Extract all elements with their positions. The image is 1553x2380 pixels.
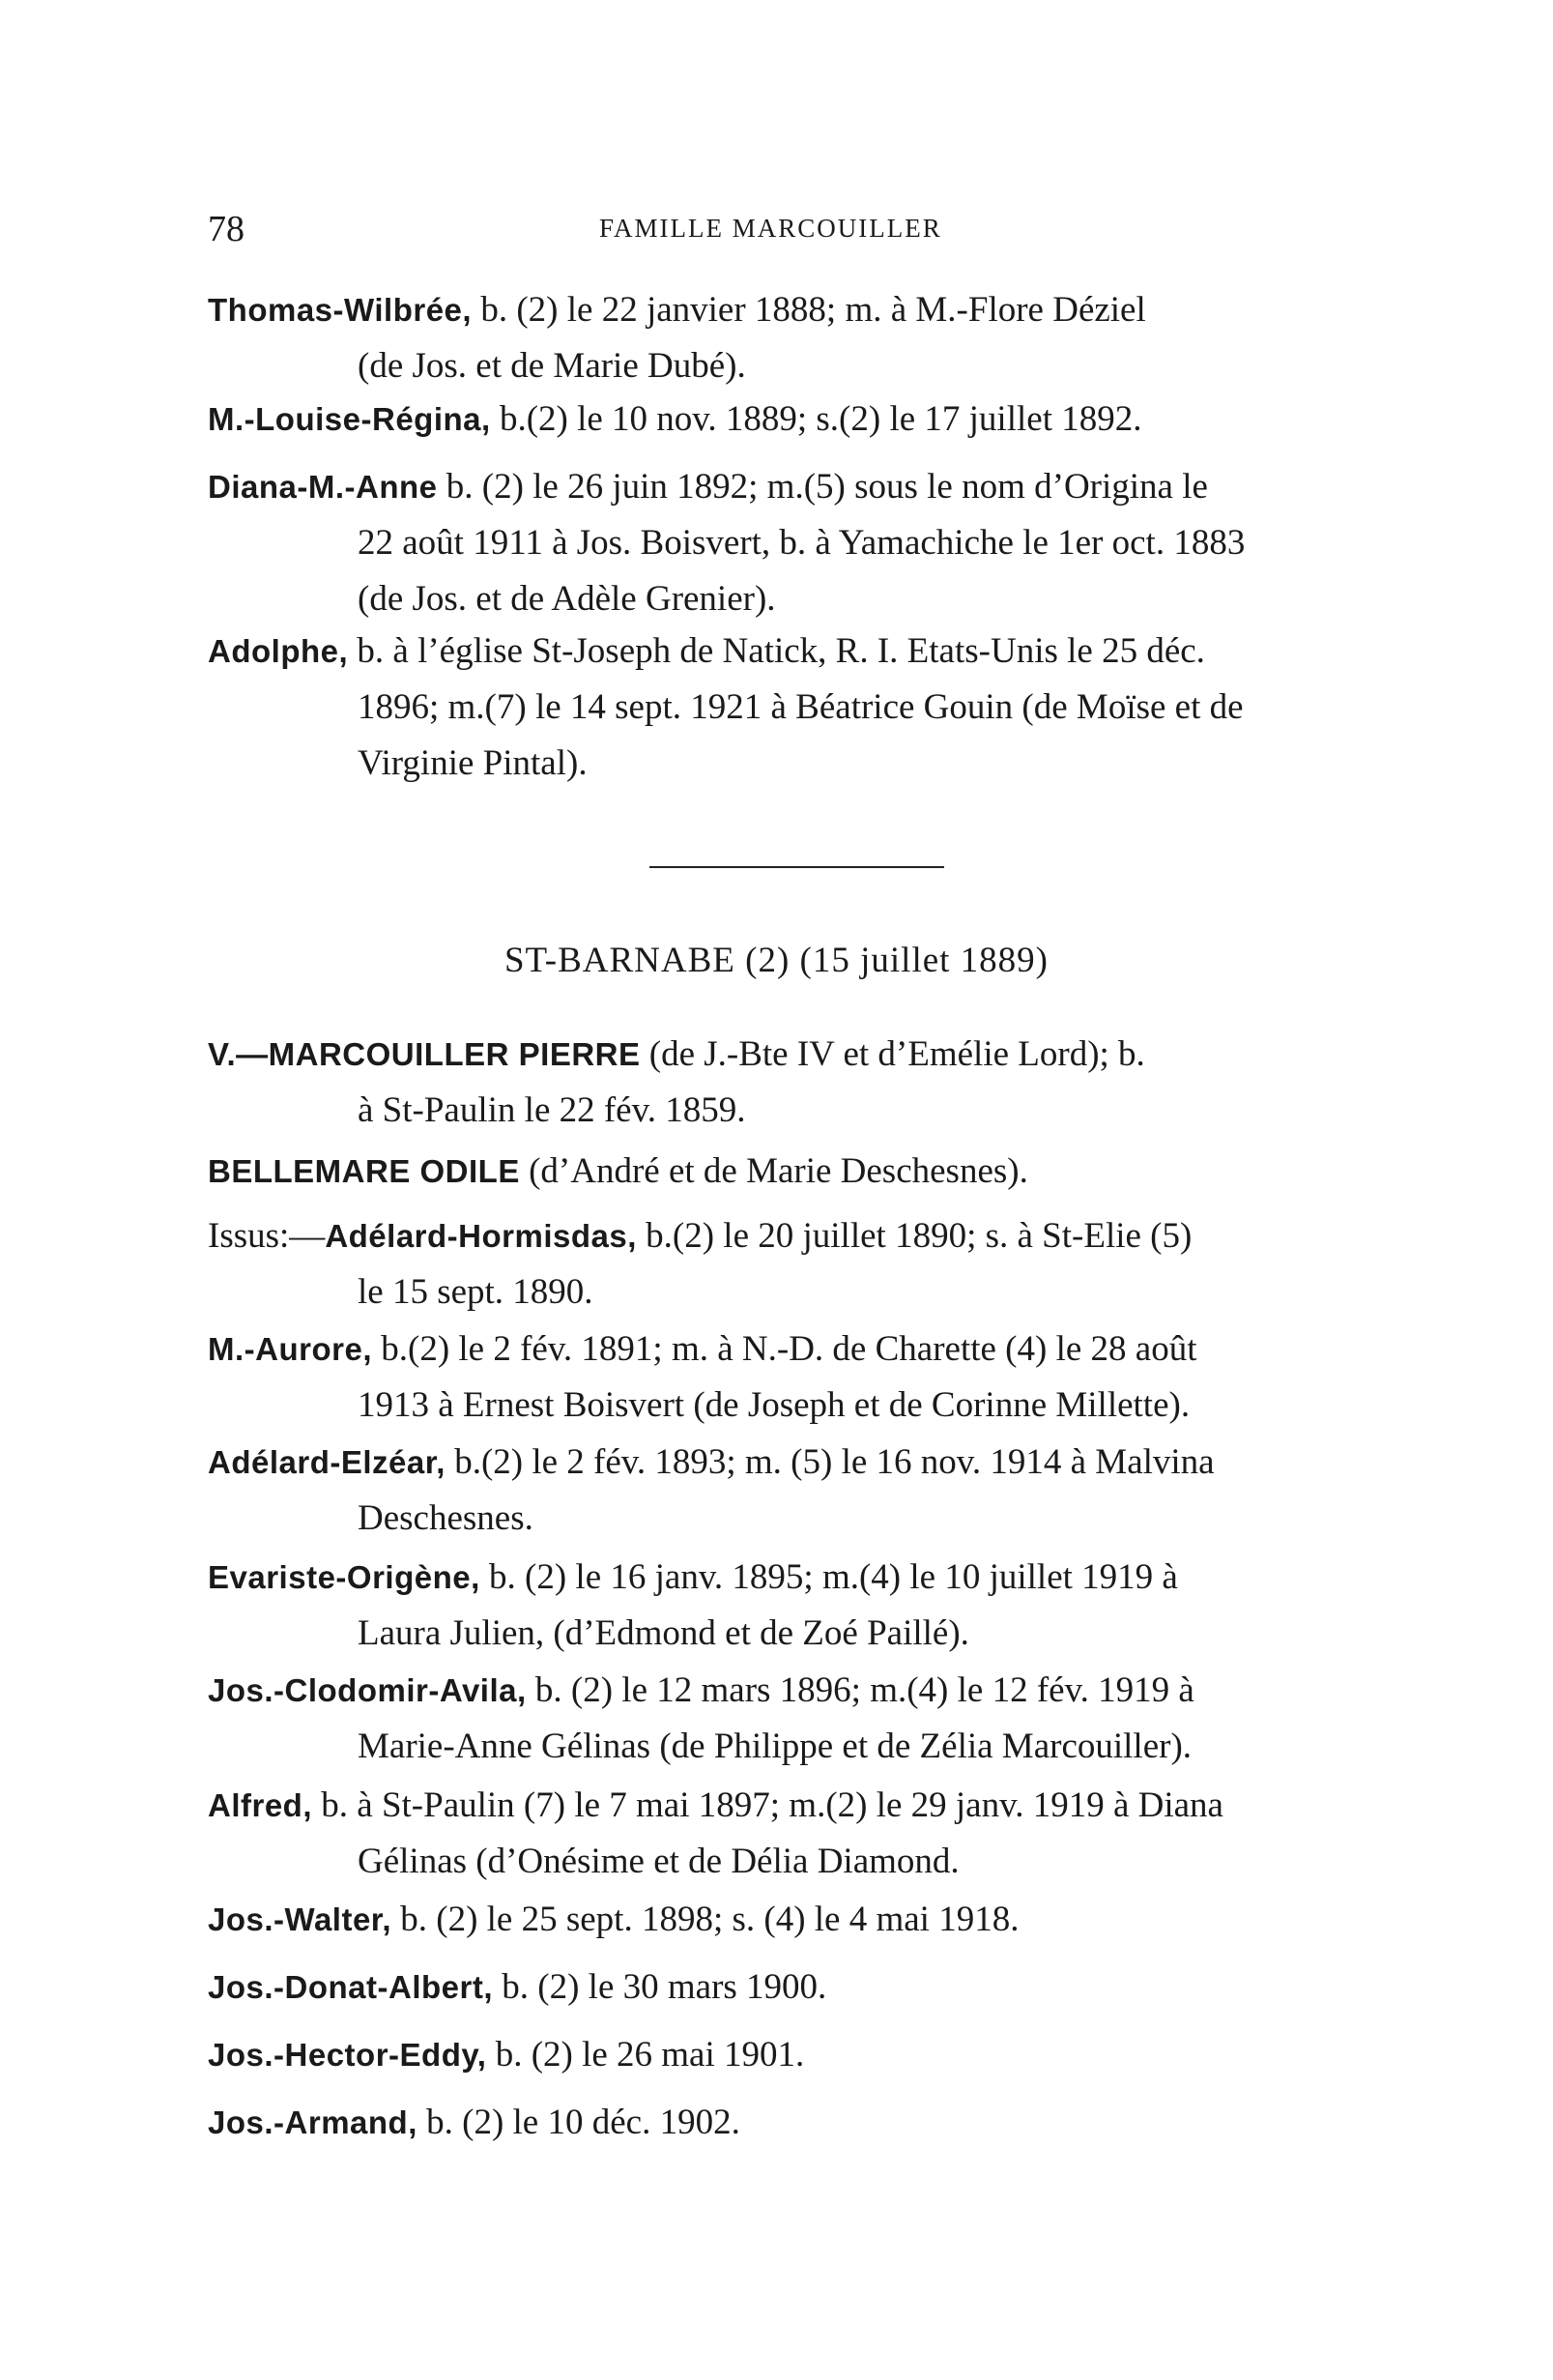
family-spouse: [208, 1144, 1387, 1200]
child-text: b. (2) le 12 mars 1896; m.(4) le 12 fév. 1919 à: [526, 1670, 1194, 1710]
page-number: 78: [208, 209, 244, 249]
child-text: Laura Julien, (d’Edmond et de Zoé Paillé).: [358, 1613, 969, 1653]
child-name: Jos.-Walter,: [208, 1901, 391, 1937]
entry-text: 22 août 1911 à Jos. Boisvert, b. à Yamachiche le 1er oct. 1883: [358, 523, 1246, 563]
entry-text: b. (2) le 26 juin 1892; m.(5) sous le nom d’Origina le: [437, 467, 1208, 507]
entry-text: b. à l’église St-Joseph de Natick, R. I. Etats-Unis le 25 déc.: [348, 631, 1205, 671]
child-name: Adélard-Elzéar,: [208, 1444, 446, 1480]
child-text: b. (2) le 25 sept. 1898; s. (4) le 4 mai 1918.: [391, 1900, 1020, 1939]
page-header: [208, 208, 1367, 256]
child-name: Jos.-Armand,: [208, 2104, 417, 2140]
child-entry: [208, 1959, 1387, 2016]
child-entry: [208, 1208, 1387, 1321]
head-prefix: V.—: [208, 1036, 269, 1072]
child-text: b.(2) le 2 fév. 1893; m. (5) le 16 nov. 1914 à Malvina: [445, 1442, 1215, 1482]
child-text: b.(2) le 2 fév. 1891; m. à N.-D. de Charette (4) le 28 août: [372, 1329, 1197, 1369]
child-name: M.-Aurore,: [208, 1331, 372, 1367]
head-text: (de J.-Bte IV et d’Emélie Lord); b.: [640, 1034, 1145, 1074]
child-name: Jos.-Clodomir-Avila,: [208, 1672, 527, 1708]
child-name: Alfred,: [208, 1787, 313, 1823]
head-name: MARCOUILLER PIERRE: [268, 1036, 641, 1072]
entry-text: (de Jos. et de Adèle Grenier).: [358, 579, 776, 619]
child-text: b. (2) le 26 mai 1901.: [486, 2035, 805, 2075]
spouse-name: BELLEMARE ODILE: [208, 1153, 520, 1189]
child-text: Gélinas (d’Onésime et de Délia Diamond.: [358, 1842, 960, 1881]
issus-label: Issus:—: [208, 1216, 326, 1256]
child-entry: [208, 1892, 1387, 1948]
entry-louise-regina: [208, 392, 1387, 448]
spouse-text: (d’André et de Marie Deschesnes).: [519, 1151, 1028, 1191]
child-entry: [208, 1550, 1387, 1662]
child-text: Deschesnes.: [358, 1498, 533, 1538]
child-text: b. (2) le 10 déc. 1902.: [417, 2103, 740, 2142]
entry-text: b.(2) le 10 nov. 1889; s.(2) le 17 juillet 1892.: [490, 399, 1142, 439]
section-divider: [649, 866, 944, 868]
entry-thomas-wilbree: [208, 282, 1387, 394]
entry-text: 1896; m.(7) le 14 sept. 1921 à Béatrice Gouin (de Moïse et de: [358, 687, 1244, 727]
child-text: 1913 à Ernest Boisvert (de Joseph et de Corinne Millette).: [358, 1385, 1191, 1425]
entry-text: (de Jos. et de Marie Dubé).: [358, 346, 746, 386]
child-entry: [208, 1321, 1387, 1434]
child-entry: [208, 1663, 1387, 1775]
child-text: le 15 sept. 1890.: [358, 1272, 593, 1312]
child-text: b. (2) le 30 mars 1900.: [493, 1967, 827, 2007]
entry-text: b. (2) le 22 janvier 1888; m. à M.-Flore Déziel: [472, 290, 1146, 330]
family-head: [208, 1027, 1387, 1139]
child-entry: [208, 1435, 1387, 1547]
entry-name: Adolphe,: [208, 633, 349, 669]
child-name: Evariste-Origène,: [208, 1559, 480, 1595]
entry-diana-anne: [208, 459, 1387, 627]
entry-adolphe: [208, 624, 1387, 792]
entry-name: M.-Louise-Régina,: [208, 401, 491, 437]
head-text: à St-Paulin le 22 fév. 1859.: [358, 1090, 746, 1130]
entry-name: Thomas-Wilbrée,: [208, 292, 473, 328]
child-name: Adélard-Hormisdas,: [325, 1218, 637, 1254]
child-entry: [208, 2027, 1387, 2083]
running-title: FAMILLE MARCOUILLER: [599, 214, 942, 243]
entry-name: Diana-M.-Anne: [208, 469, 438, 505]
child-entry: [208, 2095, 1387, 2151]
child-text: b. à St-Paulin (7) le 7 mai 1897; m.(2) le 29 janv. 1919 à Diana: [312, 1785, 1223, 1825]
entry-text: Virginie Pintal).: [358, 743, 588, 783]
child-name: Jos.-Donat-Albert,: [208, 1969, 494, 2005]
section-title: ST-BARNABE (2) (15 juillet 1889): [503, 941, 1049, 980]
child-text: Marie-Anne Gélinas (de Philippe et de Zélia Marcouiller).: [358, 1727, 1193, 1766]
child-entry: [208, 1778, 1387, 1890]
child-text: b.(2) le 20 juillet 1890; s. à St-Elie (5): [636, 1216, 1193, 1256]
child-name: Jos.-Hector-Eddy,: [208, 2037, 487, 2073]
child-text: b. (2) le 16 janv. 1895; m.(4) le 10 juillet 1919 à: [479, 1557, 1178, 1597]
